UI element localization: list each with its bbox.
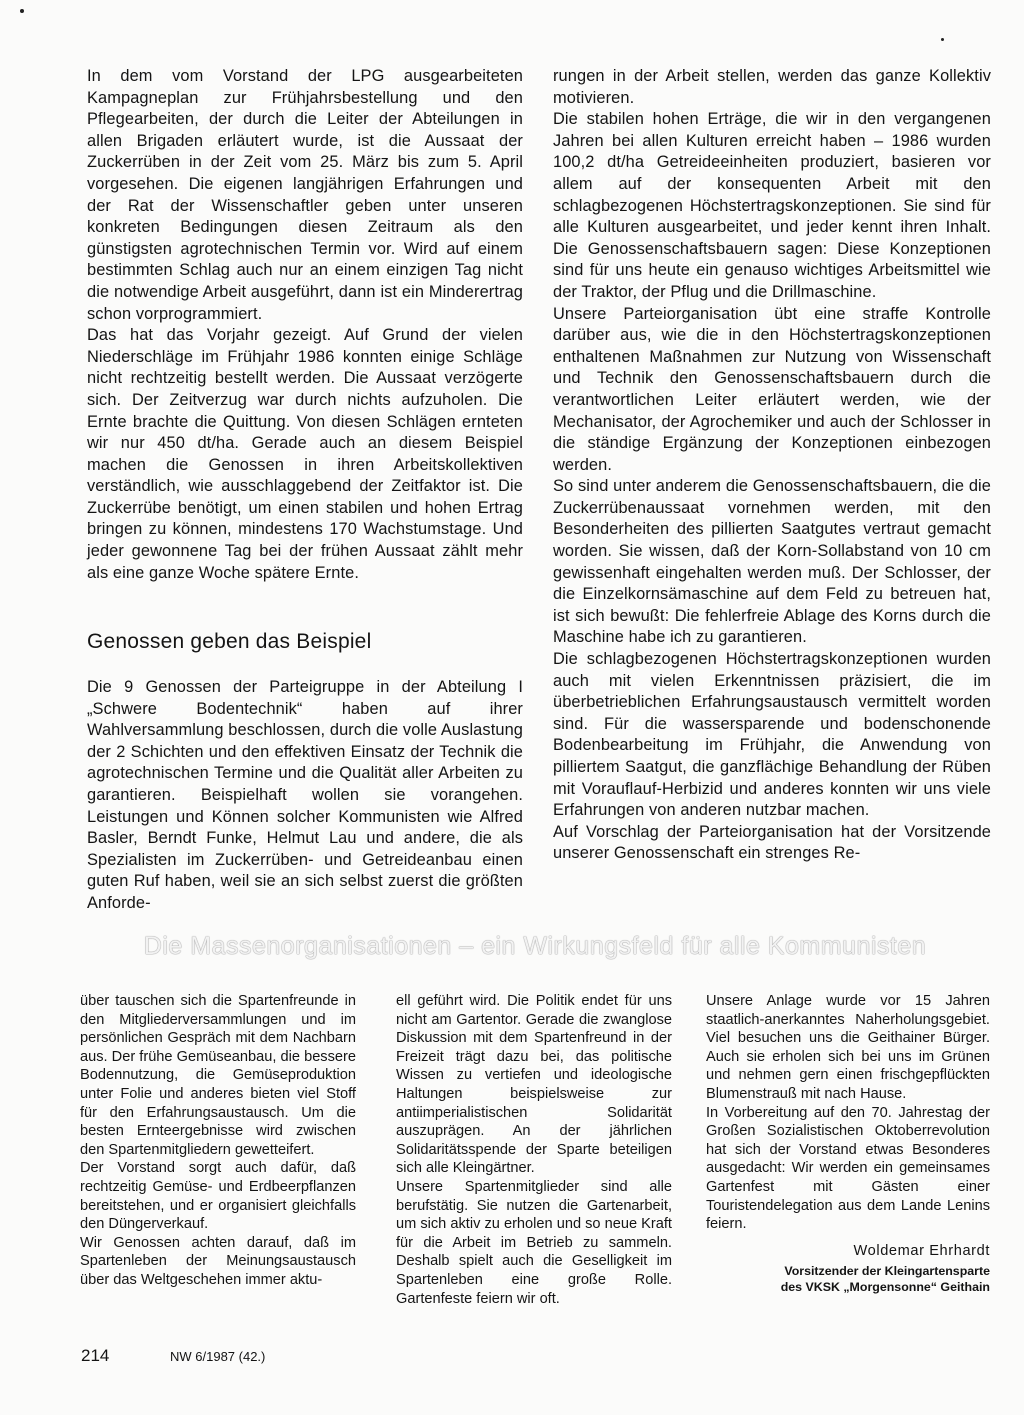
author-role [706,1263,990,1295]
scan-speck [941,38,944,41]
paragraph: rungen in der Arbeit stellen, werden das ganze Kollektiv motivieren. [553,67,991,107]
paragraph: In dem vom Vorstand der LPG ausgearbeiteten Kampagneplan zur Frühjahrsbestellung und den Pflegearbeiten, der durch die Leiter der Abteilungen in allen Brigaden erläutert wurde, ist die Aussaat der Zuckerrüben in der Zeit vom 25. März bis zum 5. April vorgesehen. Die eigenen langjährigen Erfahrungen und der Rat der Wissenschaftler geben unter unseren konkreten Bedingungen diesen Zeitraum als den günstigsten agrotechnischen Termin vor. Wird auf einem bestimmten Schlag auch nur an einem einzigen Tag nicht die notwendige Arbeit ausgeführt, dann ist ein Minderertrag schon vorprogrammiert. [87,67,523,323]
paragraph: über tauschen sich die Spartenfreunde in den Mitgliederversammlungen und im persönlichen Gespräch mit dem Nachbarn aus. Der frühe Gemüseanbau, die bessere Bodennutzung, die Gemüseproduktion unter Folie und anderes bieten viel Stoff für den Erfahrungsaustausch. Um die besten Ernteergebnisse wird zwischen den Spartenmitgliedern gewetteifert. [80,993,356,1158]
page-number: 214 [81,1346,110,1365]
article-column-right [553,66,991,865]
paragraph: In Vorbereitung auf den 70. Jahrestag der Großen Sozialistischen Oktoberrevolution hat sich der Vorstand etwas Besonderes ausgedacht: Wir werden ein gemeinsames Gartenfest mit Gästen einer Touristendelegation aus dem Lande Lenins feiern. [706,1104,990,1233]
paragraph: Die stabilen hohen Erträge, die wir in den vergangenen Jahren bei allen Kulturen erreicht haben – 1986 wurden 100,2 dt/ha Getreideeinheiten produziert, basieren vor allem auf der konsequenten Arbeit mit den schlagbezogenen Höchstertragskonzeptionen. Sie sind für alle Kulturen ausgearbeitet, und jeder kennt ihren Inhalt. Die Genossenschaftsbauern sagen: Diese Konzeptionen sind für uns heute ein genauso wichtiges Arbeitsmittel wie der Traktor, der Pflug und die Drillmaschine. [553,110,991,301]
article-column-left-continued [87,677,523,915]
paragraph: Der Vorstand sorgt auch dafür, daß rechtzeitig Gemüse- und Erdbeerpflanzen bereitstehen, und er organisiert gleichfalls den Düngerverkauf. [80,1160,356,1233]
section-subheading: Genossen geben das Beispiel [87,630,372,653]
paragraph: Unsere Spartenmitglieder sind alle berufstätig. Sie nutzen die Gartenarbeit, um sich aktiv zu erholen und so neue Kraft für die Arbeit im Betrieb zu sammeln. Deshalb spielt auch die Geselligkeit im Spartenleben eine große Rolle. Gartenfeste feiern wir oft. [396,1178,672,1307]
paragraph: Auf Vorschlag der Parteiorganisation hat der Vorsitzende unserer Genossenschaft ein strenges Re- [553,822,991,863]
issue-reference: NW 6/1987 (42.) [170,1349,266,1364]
paragraph: Wir Genossen achten darauf, daß im Spartenleben der Meinungsaustausch über das Weltgeschehen immer aktu- [80,1234,356,1288]
paragraph: Die 9 Genossen der Parteigruppe in der Abteilung I „Schwere Bodentechnik“ haben auf ihrer Wahlversammlung beschlossen, durch die volle Auslastung der 2 Schichten und den effektiven Einsatz der Technik die agrotechnischen Termine und die Qualität aller Arbeiten zu garantieren. Beispielhaft wollen sie vorangehen. Leistungen und Können solcher Kommunisten wie Alfred Basler, Berndt Funke, Helmut Lau und andere, die als Spezialisten im Zuckerrüben- und Getreideanbau einen guten Ruf haben, weil sie an sich selbst zuerst die größten Anforde- [87,678,523,912]
section-banner: Die Massenorganisationen – ein Wirkungsfeld für alle Kommunisten [143,932,927,960]
paragraph: ell geführt wird. Die Politik endet für uns nicht am Gartentor. Gerade die zwanglose Diskussion mit dem Spartenfreund in der Freizeit trägt dazu bei, das politische Wissen zu vertiefen und ideologische Haltungen beispielsweise zur antiimperialistischen Solidarität auszuprägen. An der jährlichen Solidaritätsspende der Sparte beteiligen sich alle Kleingärtner. [396,993,672,1177]
author-role-line-2: des VKSK „Morgensonne“ Geithain [780,1280,990,1295]
article-column-left [87,66,523,584]
scan-speck [20,9,24,13]
paragraph: Das hat das Vorjahr gezeigt. Auf Grund der vielen Niederschläge im Frühjahr 1986 konnten einige Schläge nicht rechtzeitig bestellt werden. Die Aussaat verzögerte sich. Der Zeitverzug war durch nichts aufzuholen. Die Ernte brachte die Quittung. Von diesen Schlägen ernteten wir nur 450 dt/ha. Gerade auch an diesem Beispiel machen die Genossen in ihren Arbeitskollektiven verständlich, wie ausschlaggebend der Zeitfaktor ist. Die Zuckerrübe benötigt, um einen stabilen und hohen Ertrag bringen zu können, mindestens 170 Wachstumstage. Und jeder gewonnene Tag bei der frühen Aussaat zählt mehr als eine ganze Woche spätere Ernte. [87,326,523,582]
lower-column-2 [396,992,672,1308]
paragraph: Unsere Parteiorganisation übt eine straffe Kontrolle darüber aus, wie die in den Höchstertragskonzeptionen enthaltenen Maßnahmen zur Nutzung von Wissenschaft und Technik den Genossenschaftsbauern durch die verantwortlichen Leiter erläutert werden, wie der Mechanisator, der Agrochemiker und auch der Schlosser in die ständige Ergänzung der Konzeptionen einbezogen werden. [553,304,991,474]
paragraph: Die schlagbezogenen Höchstertragskonzeptionen wurden auch mit vielen Erkenntnissen präzisiert, die im überbetrieblichen Erfahrungsaustausch vermittelt worden sind. Für die wassersparende und bodenschonende Bodenbearbeitung im Frühjahr, die Anwendung von pilliertem Saatgut, die ganzflächige Behandlung der Rüben mit Vorauflauf-Herbizid und anderes konnten wir uns viele Erfahrungen von anderen nutzbar machen. [553,650,991,820]
lower-column-3 [706,992,990,1295]
author-role-line-1: Vorsitzender der Kleingartensparte [784,1264,990,1279]
paragraph: So sind unter anderem die Genossenschaftsbauern, die die Zuckerrübenaussaat vornehmen werden, mit den Besonderheiten des pillierten Saatgutes vertraut gemacht worden. Sie wissen, daß der Korn-Sollabstand von 10 cm gewissenhaft eingehalten werden muß. Der Schlosser, der die Einzelkornsämaschine auf dem Feld zu betreuen hat, ist sich bewußt: Die fehlerfreie Ablage des Korns durch die Maschine habe ich zu garantieren. [553,477,991,647]
paragraph: Unsere Anlage wurde vor 15 Jahren staatlich-anerkanntes Naherholungsgebiet. Viel besuchen uns die Geithainer Bürger. Auch sie erholen sich bei uns im Grünen und nehmen gern einen frischgepflückten Blumenstrauß mit nach Hause. [706,993,990,1102]
lower-column-1 [80,992,356,1290]
author-name: Woldemar Ehrhardt [853,1242,990,1259]
